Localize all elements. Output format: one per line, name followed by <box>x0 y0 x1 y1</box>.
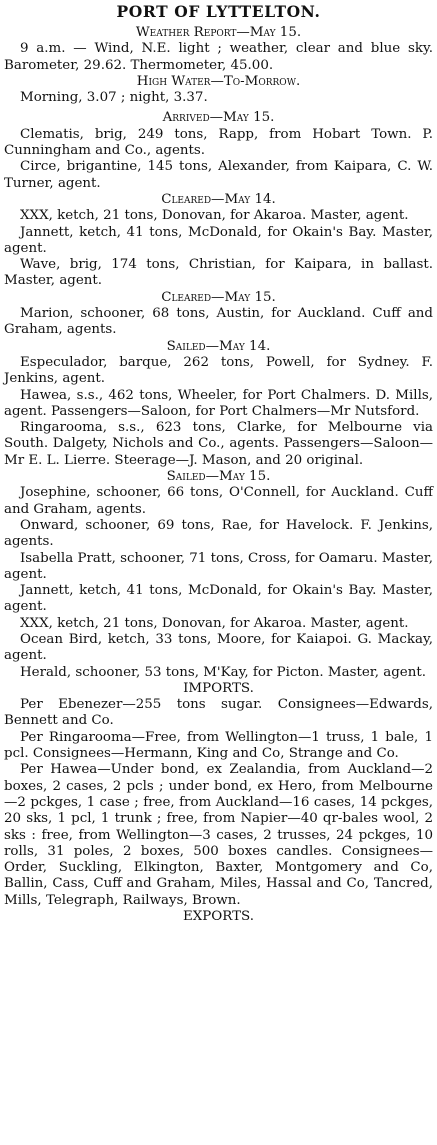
shipping-entry: Clematis, brig, 249 tons, Rapp, from Hobart Town. P. Cunningham and Co., agents. <box>4 126 433 159</box>
shipping-entry: Hawea, s.s., 462 tons, Wheeler, for Port Chalmers. D. Mills, agent. Passengers—Saloon, for Port Chalmers—Mr Nutsford. <box>4 387 433 419</box>
shipping-entry: Wave, brig, 174 tons, Christian, for Kaipara, in ballast. Master, agent. <box>4 257 433 289</box>
weather-heading: Weather Report—May 15. <box>135 25 302 40</box>
sailed-may-14-heading: Sailed—May 14. <box>166 338 271 354</box>
sailed-may-15-heading: Sailed—May 15. <box>166 469 271 485</box>
shipping-entry: Jannett, ketch, 41 tons, McDonald, for Okain's Bay. Master, agent. <box>4 583 433 615</box>
shipping-entry: Especulador, barque, 262 tons, Powell, for Sydney. F. Jenkins, agent. <box>4 354 433 387</box>
shipping-entry: Marion, schooner, 68 tons, Austin, for Auckland. Cuff and Graham, agents. <box>4 306 433 338</box>
shipping-entry: XXX, ketch, 21 tons, Donovan, for Akaroa. Master, agent. <box>20 208 409 224</box>
shipping-entry: Ocean Bird, ketch, 33 tons, Moore, for Kaiapoi. G. Mackay, agent. <box>4 631 433 664</box>
shipping-entry: XXX, ketch, 21 tons, Donovan, for Akaroa. Master, agent. <box>20 615 409 631</box>
weather-text: 9 a.m. — Wind, N.E. light ; weather, clear and blue sky. Barometer, 29.62. Thermometer, 45.00. <box>4 41 433 73</box>
high-water-heading: High Water—To-Morrow. <box>136 73 301 89</box>
cleared-may-14-heading: Cleared—May 14. <box>161 191 276 207</box>
imports-heading: IMPORTS. <box>183 680 254 696</box>
shipping-entry: Isabella Pratt, schooner, 71 tons, Cross, for Oamaru. Master, agent. <box>4 550 433 582</box>
high-water-text: Morning, 3.07 ; night, 3.37. <box>20 90 208 106</box>
exports-heading: EXPORTS. <box>182 909 255 925</box>
shipping-entry: Ringarooma, s.s., 623 tons, Clarke, for Melbourne via South. Dalgety, Nichols and Co., agents. Passengers—Saloon—Mr E. L. Lierre. Steerage—J. Mason, and 20 original. <box>4 420 433 468</box>
arrived-heading: Arrived—May 15. <box>162 110 275 126</box>
shipping-entry: Onward, schooner, 69 tons, Rae, for Havelock. F. Jenkins, agents. <box>4 517 433 550</box>
shipping-entry: Circe, brigantine, 145 tons, Alexander, from Kaipara, C. W. Turner, agent. <box>4 159 433 191</box>
cleared-may-15-heading: Cleared—May 15. <box>161 289 276 305</box>
shipping-entry: Herald, schooner, 53 tons, M'Kay, for Picton. Master, agent. <box>20 664 426 680</box>
shipping-entry: Josephine, schooner, 66 tons, O'Connell, for Auckland. Cuff and Graham, agents. <box>4 485 433 517</box>
shipping-entry: Jannett, ketch, 41 tons, McDonald, for Okain's Bay. Master, agent. <box>4 224 433 256</box>
import-entry: Per Hawea—Under bond, ex Zealandia, from Auckland—2 boxes, 2 cases, 2 pcls ; under bond, ex Hero, from Melbourne—2 pckges, 1 case ; free, from Auckland—16 cases, 14 pckges, 20 sks, 1 pcl, 1 trunk ; free, from Napier—40 qr-bales wool, 2 sks : free, from Wellington—3 cases, 2 trusses, 24 pckges, 10 rolls, 31 poles, 2 boxes, 500 boxes candles. Consignees—Order, Suckling, Elkington, Baxter, Montgomery and Co, Ballin, Cass, Cuff and Graham, Miles, Hassal and Co, Tancred, Mills, Telegraph, Railways, Brown. <box>4 762 433 908</box>
import-entry: Per Ebenezer—255 tons sugar. Consignees—Edwards, Bennett and Co. <box>4 697 433 729</box>
masthead: PORT OF LYTTELTON. <box>116 2 321 21</box>
import-entry: Per Ringarooma—Free, from Wellington—1 truss, 1 bale, 1 pcl. Consignees—Hermann, King and Co, Strange and Co. <box>4 729 433 762</box>
